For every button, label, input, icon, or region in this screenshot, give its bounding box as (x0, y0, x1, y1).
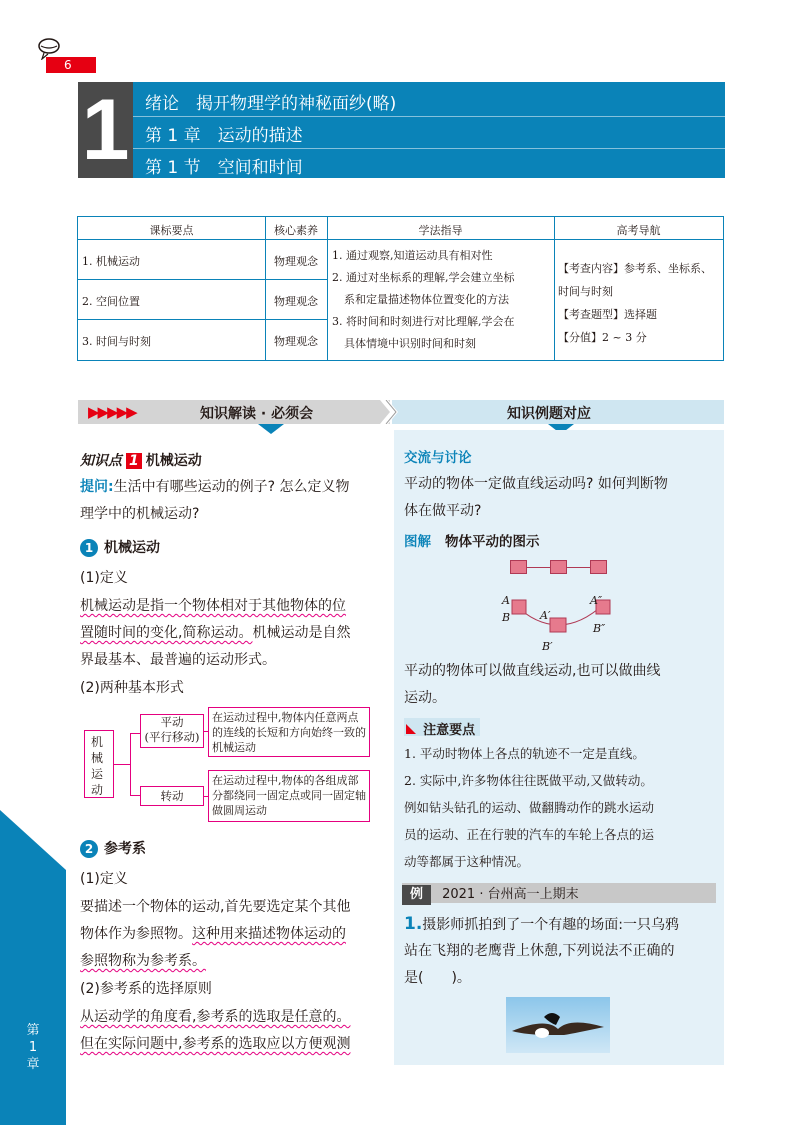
question-line: 提问:生活中有哪些运动的例子? 怎么定义物 (80, 479, 350, 495)
banner-left-title: 知识解读 · 必须会 (200, 406, 314, 422)
diagram-translation-desc: 在运动过程中,物体内任意两点的连线的长短和方向始终一致的机械运动 (208, 707, 370, 757)
paragraph-line: 但在实际问题中,参考系的选取应以方便观测 (80, 1036, 351, 1052)
paragraph-line: 要描述一个物体的运动,首先要选定某个其他 (80, 899, 351, 915)
cube-shape (590, 560, 607, 574)
example-source-bar: 例 2021 · 台州高一上期末 (402, 883, 716, 903)
point-label: A′ (540, 609, 551, 622)
arrows-icon: ▶▶▶▶▶ (88, 403, 136, 421)
point-label: B″ (593, 622, 606, 635)
example-question: 站在飞翔的老鹰背上休憩,下列说法不正确的 (404, 943, 675, 959)
example-question: 是( )。 (404, 970, 471, 986)
paragraph-line: 置随时间的变化,简称运动。机械运动是自然 (80, 625, 351, 641)
diagram-rotation: 转动 (140, 786, 204, 806)
note-heading: 注意要点 (404, 718, 480, 736)
header-divider (133, 148, 725, 149)
page-number: 6 (46, 57, 96, 73)
header-line-intro: 绪论 揭开物理学的神秘面纱(略) (145, 94, 397, 114)
paragraph-line: 从运动学的角度看,参考系的选取是任意的。 (80, 1009, 351, 1025)
note-line: 例如钻头钻孔的运动、做翻腾动作的跳水运动 (404, 800, 655, 815)
note-line: 2. 实际中,许多物体往往既做平动,又做转动。 (404, 773, 653, 788)
definition-label: (1)定义 (80, 570, 128, 586)
banner-right-title: 知识例题对应 (507, 406, 591, 422)
header-divider (133, 116, 725, 117)
paragraph-line: 参照物称为参考系。 (80, 953, 206, 969)
point-label: A (502, 594, 510, 607)
diagram-root: 机械运动 (84, 730, 114, 798)
table-header: 高考导航 (616, 224, 661, 237)
note-line: 员的运动、正在行驶的汽车的车轮上各点的运 (404, 827, 655, 842)
table-cell: 物理观念 (274, 335, 318, 348)
note-line: 动等都属于这种情况。 (404, 854, 530, 869)
subsection-heading: 2 参考系 (80, 838, 146, 858)
table-guidance: 1. 通过观察,知道运动具有相对性 2. 通过对坐标系的理解,学会建立坐标 系和定量描述物体位置变化的方法 3. 将时间和时刻进行对比理解,学会在 具体情境中识别时间和时刻 (332, 249, 515, 350)
answer-line: 运动。 (404, 690, 446, 706)
answer-line: 平动的物体可以做直线运动,也可以做曲线 (404, 663, 661, 679)
diagram-translation: 平动 (平行移动) (140, 714, 204, 748)
table-cell: 3. 时间与时刻 (82, 335, 151, 348)
note-line: 1. 平动时物体上各点的轨迹不一定是直线。 (404, 746, 645, 761)
table-cell: 2. 空间位置 (82, 295, 140, 308)
header-line-section: 第 1 节 空间和时间 (145, 158, 303, 178)
choose-label: (2)参考系的选择原则 (80, 981, 212, 997)
question-line: 理学中的机械运动? (80, 506, 200, 522)
table-cell: 物理观念 (274, 295, 318, 308)
point-label: B′ (542, 640, 553, 653)
knowledge-point-heading: 知识点 1 机械运动 (80, 453, 202, 469)
paragraph-line: 机械运动是指一个物体相对于其他物体的位 (80, 598, 346, 614)
chapter-side-label: 第 1 章 (26, 1023, 40, 1072)
subsection-heading: 1 机械运动 (80, 537, 160, 557)
table-header: 学法指导 (418, 224, 463, 237)
table-header: 课标要点 (149, 224, 194, 237)
header-line-chapter: 第 1 章 运动的描述 (145, 126, 303, 146)
pencil-icon (406, 724, 416, 734)
discussion-line: 体在做平动? (404, 503, 482, 519)
definition-label: (1)定义 (80, 871, 128, 887)
cube-shape (550, 560, 567, 574)
point-label: A″ (590, 594, 603, 607)
chapter-big-number: 1 (78, 82, 133, 178)
point-label: B (502, 611, 511, 624)
discussion-title: 交流与讨论 (404, 450, 472, 466)
forms-label: (2)两种基本形式 (80, 680, 184, 696)
side-band (0, 870, 66, 1125)
figure-caption: 图解 物体平动的图示 (404, 534, 540, 550)
diagram-rotation-desc: 在运动过程中,物体的各组成部分都绕同一固定点或同一固定轴做圆周运动 (208, 770, 370, 822)
example-question: 1.摄影师抓拍到了一个有趣的场面:一只乌鸦 (404, 914, 680, 934)
banner-chevron-icon (380, 400, 400, 424)
standards-table (77, 216, 724, 361)
discussion-line: 平动的物体一定做直线运动吗? 如何判断物 (404, 476, 668, 492)
table-header: 核心素养 (274, 224, 318, 237)
eagle-photo (506, 997, 610, 1053)
paragraph-line: 物体作为参照物。这种用来描述物体运动的 (80, 926, 346, 942)
cube-shape (510, 560, 527, 574)
down-arrow-icon (258, 424, 284, 434)
table-exam: 【考查内容】参考系、坐标系、 时间与时刻 【考查题型】选择题 【分值】2 ~ 3 分 (558, 262, 712, 344)
table-cell: 物理观念 (274, 255, 318, 268)
paragraph-line: 界最基本、最普遍的运动形式。 (80, 652, 276, 668)
table-cell: 1. 机械运动 (82, 255, 140, 268)
